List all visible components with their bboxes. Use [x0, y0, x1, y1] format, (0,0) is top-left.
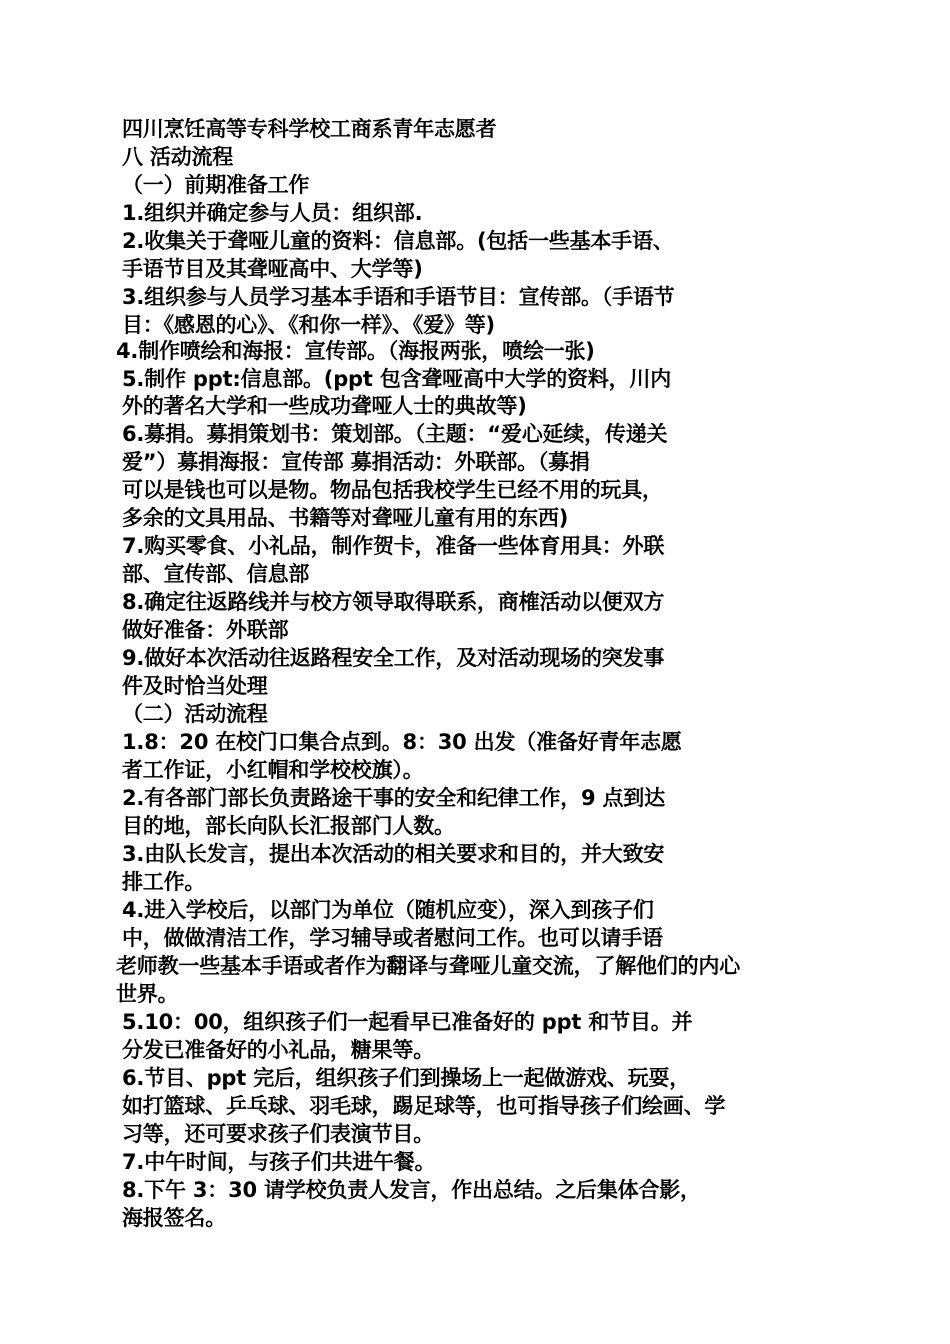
prep-line: 部、宣传部、信息部 — [122, 562, 310, 586]
flow-line: 1.8：20 在校门口集合点到。8：30 出发（准备好青年志愿 — [122, 730, 682, 754]
flow-line: 6.节目、ppt 完后，组织孩子们到操场上一起做游戏、玩耍， — [122, 1066, 691, 1090]
flow-line: 目的地，部长向队长汇报部门人数。 — [122, 814, 455, 838]
flow-line: 海报签名。 — [122, 1206, 226, 1230]
flow-line: 中，做做清洁工作，学习辅导或者慰问工作。也可以请手语 — [122, 926, 663, 950]
flow-line: 者工作证，小红帽和学校校旗）。 — [122, 758, 424, 782]
flow-line: 习等，还可要求孩子们表演节目。 — [122, 1122, 434, 1146]
prep-line: 手语节目及其聋哑高中、大学等) — [122, 257, 423, 281]
flow-line: 5.10：00，组织孩子们一起看早已准备好的 ppt 和节目。并 — [122, 1010, 693, 1034]
prep-line: 多余的文具用品、书籍等对聋哑儿童有用的东西) — [122, 506, 569, 530]
prep-line: 2.收集关于聋哑儿童的资料：信息部。(包括一些基本手语、 — [122, 229, 674, 253]
prep-line: 6.募捐。募捐策划书：策划部。（主题：“爱心延续，传递关 — [122, 422, 668, 446]
prep-line: 7.购买零食、小礼品，制作贺卡，准备一些体育用具：外联 — [122, 534, 665, 558]
prep-line: 5.制作 ppt:信息部。(ppt 包含聋哑高中大学的资料，川内 — [122, 367, 672, 391]
prep-heading: （一）前期准备工作 — [122, 173, 310, 197]
prep-line: 爱”）募捐海报：宣传部 募捐活动：外联部。（募捐 — [122, 450, 590, 474]
prep-line: 件及时恰当处理 — [122, 674, 268, 698]
flow-line: 8.下午 3：30 请学校负责人发言，作出总结。之后集体合影， — [122, 1178, 701, 1202]
prep-line: 4.制作喷绘和海报：宣传部。（海报两张，喷绘一张) — [116, 339, 595, 363]
flow-line: 老师教一些基本手语或者作为翻译与聋哑儿童交流，了解他们的内心 — [116, 954, 740, 978]
flow-line: 7.中午时间，与孩子们共进午餐。 — [122, 1150, 436, 1174]
flow-line: 如打篮球、乒乓球、羽毛球，踢足球等，也可指导孩子们绘画、学 — [122, 1094, 726, 1118]
prep-line: 8.确定往返路线并与校方领导取得联系，商榷活动以便双方 — [122, 590, 665, 614]
document-title: 四川烹饪高等专科学校工商系青年志愿者 — [122, 117, 497, 141]
flow-line: 2.有各部门部长负责路途干事的安全和纪律工作，9 点到达 — [122, 786, 665, 810]
prep-line: 9.做好本次活动往返路程安全工作，及对活动现场的突发事 — [122, 646, 665, 670]
prep-line: 目：《感恩的心》、《和你一样》、《爱》等) — [122, 313, 495, 337]
flow-heading: （二）活动流程 — [122, 702, 268, 726]
section-heading: 八 活动流程 — [122, 145, 234, 169]
flow-line: 分发已准备好的小礼品，糖果等。 — [122, 1038, 434, 1062]
prep-line: 3.组织参与人员学习基本手语和手语节目：宣传部。（手语节 — [122, 285, 675, 309]
prep-line: 外的著名大学和一些成功聋哑人士的典故等) — [122, 394, 527, 418]
flow-line: 世界。 — [116, 982, 179, 1006]
flow-line: 排工作。 — [122, 870, 206, 894]
prep-line: 做好准备：外联部 — [122, 618, 289, 642]
prep-line: 1.组织并确定参与人员：组织部. — [122, 201, 423, 225]
prep-line: 可以是钱也可以是物。物品包括我校学生已经不用的玩具， — [122, 478, 663, 502]
flow-line: 3.由队长发言，提出本次活动的相关要求和目的，并大致安 — [122, 842, 665, 866]
flow-line: 4.进入学校后，以部门为单位（随机应变），深入到孩子们 — [122, 898, 654, 922]
